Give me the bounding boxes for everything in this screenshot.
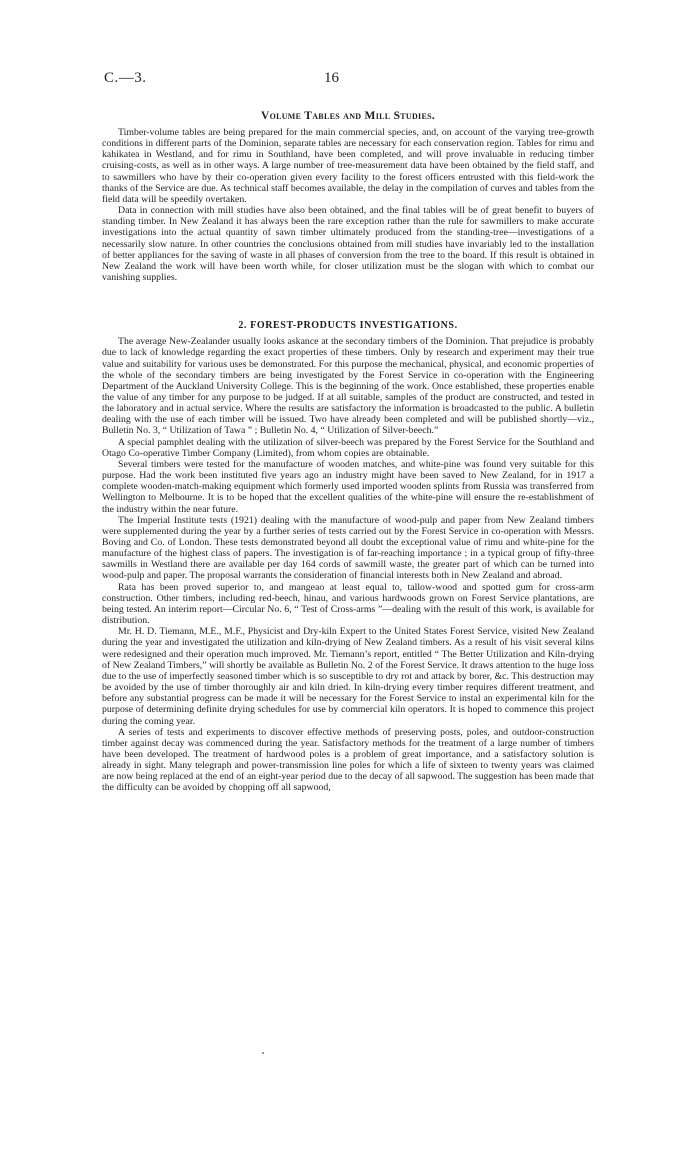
section-heading: 2. FOREST-PRODUCTS INVESTIGATIONS. (238, 320, 458, 332)
paragraph: Timber-volume tables are being prepared for the main commercial species, and, on account of the varying tree-growth conditions in different parts of the Dominion, separate tables are necessary for each conservation region. Tables for rimu and kahikatea in Westland, and for rimu in Southland, have been completed, and will prove invaluable in reducing timber cruising-costs, as well as in other ways. A large number of tree-measurement data have been obtained by the field staff, and to sawmillers who have by their co-operation given every facility to the forest officers entrusted with this field-work the thanks of the Service are due. As technical staff becomes available, the delay in the compilation of curves and tables from the field data will be speedily overtaken. (102, 127, 594, 205)
page-code: C.—3. (104, 70, 147, 86)
paragraph: A special pamphlet dealing with the utilization of silver-beech was prepared by the Forest Service for the Southland and Otago Co-operative Timber Company (Limited), from whom copies are obtainable. (102, 436, 594, 459)
scan-speck (262, 1052, 264, 1054)
paragraph: The Imperial Institute tests (1921) dealing with the manufacture of wood-pulp and paper from New Zealand timbers were supplemented during the year by a further series of tests carried out by the Forest Service in co-operation with Messrs. Boving and Co. of London. These tests demonstrated beyond all doubt the exceptional value of rimu and white-pine for the manufacture of the highest class of papers. The investigation is of far-reaching importance ; in a typical group of fifty-three sawmills in Westland there are available per day 164 cords of sawmill waste, the greater part of which can be turned into wood-pulp and paper. The proposal warrants the consideration of financial interests both in New Zealand and abroad. (102, 514, 594, 582)
page-number: 16 (324, 70, 339, 86)
section-heading: Volume Tables and Mill Studies. (260, 110, 436, 122)
page-header (104, 70, 594, 90)
page-body (102, 110, 594, 794)
section-volume-tables (102, 110, 594, 283)
paragraph: Several timbers were tested for the manufacture of wooden matches, and white-pine was found very suitable for this purpose. Had the work been instituted five years ago an industry might have been saved to New Zealand, for in 1917 a complete wooden-match-making equipment which formerly used imported wooden splints from Russia was transferred from Wellington to Melbourne. It is to be hoped that the excellent qualities of the white-pine will ensure the re-establishment of the industry within the near future. (102, 458, 594, 515)
section-spacer (102, 283, 594, 319)
paragraph: Rata has been proved superior to, and mangeao at least equal to, tallow-wood and spotted gum for cross-arm construction. Other timbers, including red-beech, hinau, and various hardwoods grown on Forest Service plantations, are being tested. An interim report—Circular No. 6, “ Test of Cross-arms ”—dealing with the result of this work, is available for distribution. (102, 581, 594, 627)
paragraph: Mr. H. D. Tiemann, M.E., M.F., Physicist and Dry-kiln Expert to the United States Forest Service, visited New Zealand during the year and investigated the utilization and kiln-drying of New Zealand timbers. As a result of his visit several kilns were redesigned and their operation much improved. Mr. Tiemann’s report, entitled “ The Better Utilization and Kiln-drying of New Zealand Timbers,” will shortly be available as Bulletin No. 2 of the Forest Service. It draws attention to the huge loss due to the use of imperfectly seasoned timber which is so susceptible to dry rot and attack by borer, &c. This destruction may be avoided by the use of timber thoroughly air and kiln dried. In kiln-drying every timber requires different treatment, and before any substantial progress can be made it will be necessary for the Forest Service to instal an experimental kiln for the purpose of determining definite drying schedules for use by commercial kiln operators. It is hoped to commence this project during the coming year. (102, 626, 594, 727)
paragraph: A series of tests and experiments to discover effective methods of preserving posts, poles, and outdoor-construction timber against decay was commenced during the year. Satisfactory methods for the treatment of a large number of timbers have been developed. The treatment of hardwood poles is a problem of great importance, and a satisfactory solution is already in sight. Many telegraph and power-transmission line poles for which a life of sixteen to twenty years was claimed are now being replaced at the end of an eight-year period due to the decay of all sapwood. The suggestion has been made that the difficulty can be avoided by chopping off all sapwood, (102, 726, 594, 794)
section-forest-products (102, 319, 594, 793)
paragraph: The average New-Zealander usually looks askance at the secondary timbers of the Dominion. That prejudice is probably due to lack of knowledge regarding the exact properties of these timbers. Only by research and experiment may their true value and suitability for various uses be demonstrated. For this purpose the mechanical, physical, and economic properties of the whole of the secondary timbers are being investigated by the Forest Service in co-operation with the Engineering Department of the Auckland University College. This is the beginning of the work. Once established, these properties enable the value of any timber for any purpose to be judged. If at all suitable, samples of the product are constructed, and tested in the laboratory and in actual service. Where the results are satisfactory the information is broadcasted to the public. A bulletin dealing with the use of each timber will be issued. Two have already been completed and will be published shortly—viz., Bulletin No. 3, “ Utilization of Tawa ” ; Bulletin No. 4, “ Utilization of Silver-beech.” (102, 336, 594, 437)
paragraph: Data in connection with mill studies have also been obtained, and the final tables will be of great benefit to buyers of standing timber. In New Zealand it has always been the rare exception rather than the rule for sawmillers to make accurate investigations into the actual quantity of sawn timber ultimately produced from the standing-tree—investigations of a necessarily slow nature. In other countries the conclusions obtained from mill studies have invariably led to the installation of better appliances for the saving of waste in all phases of conversion from the tree to the board. If this result is obtained in New Zealand the work will have been worth while, for closer utilization must be the slogan with which to combat our vanishing supplies. (102, 205, 594, 284)
